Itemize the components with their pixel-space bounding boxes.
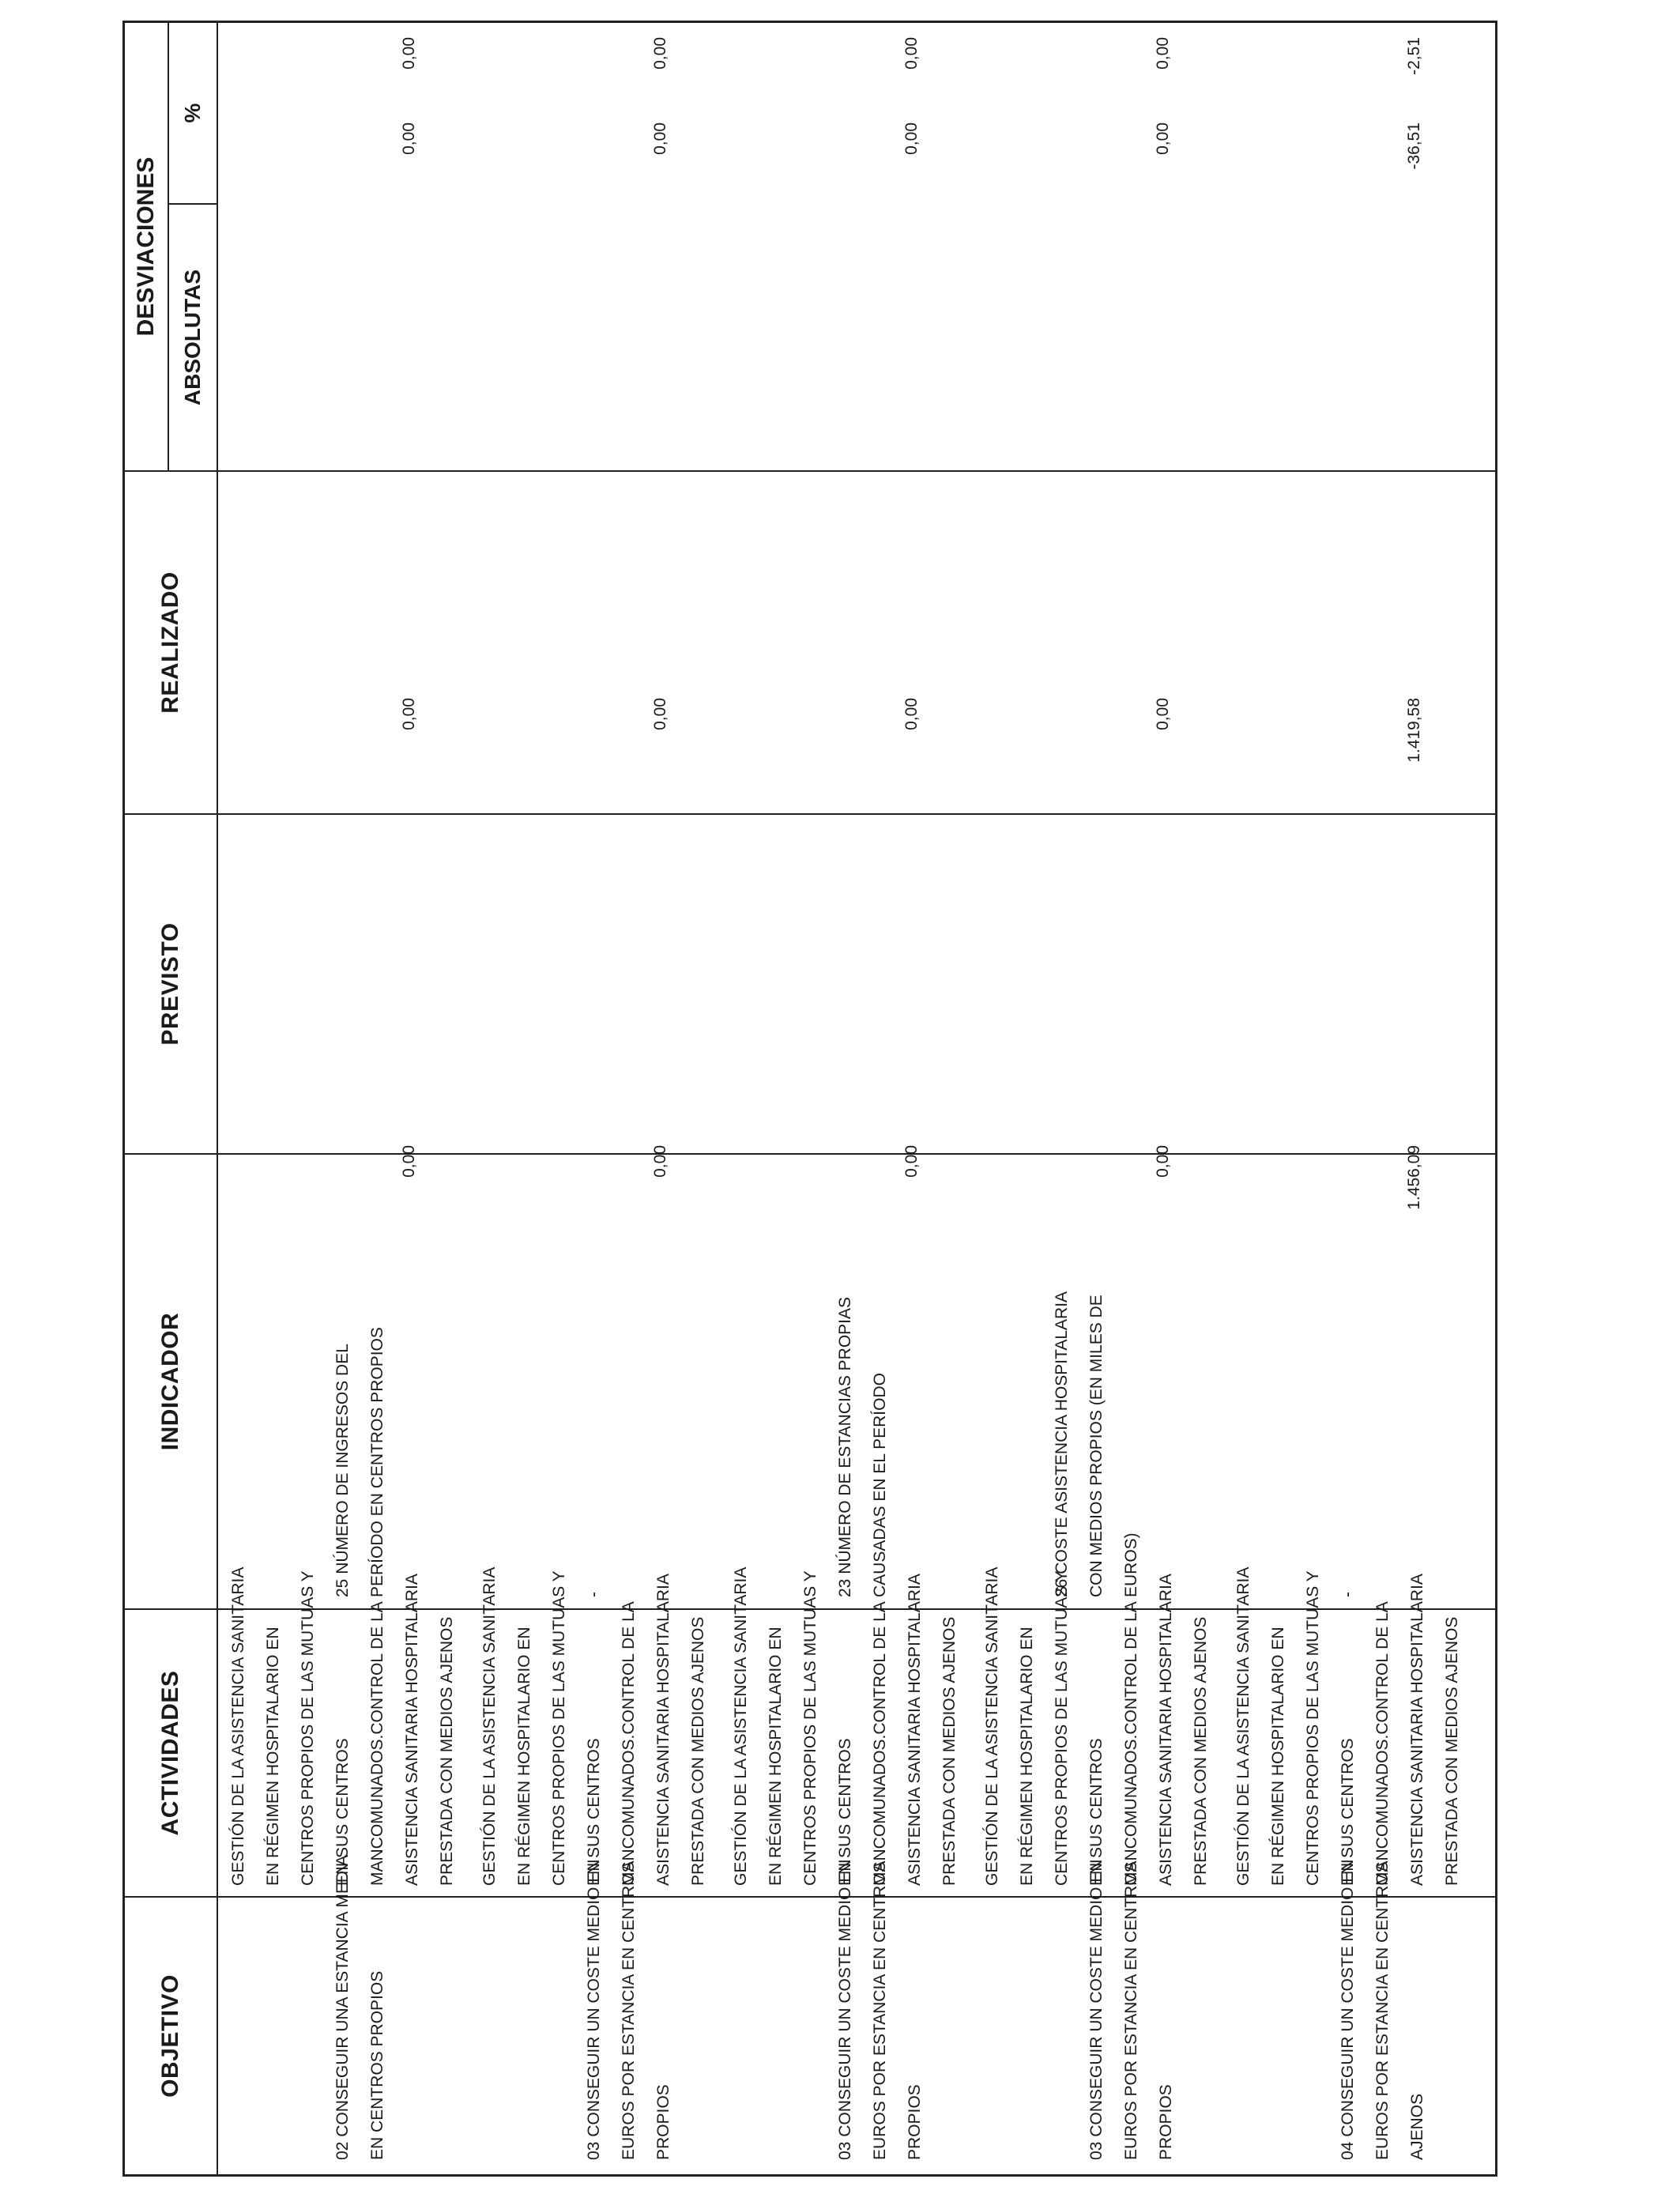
realizado-value: 0,00: [902, 698, 921, 730]
absolutas-value: 0,00: [400, 123, 418, 155]
indicador-cell-line: 26 COSTE ASISTENCIA HOSPITALARIA: [1053, 1291, 1071, 1597]
indicador-cell-line: EUROS): [1122, 1532, 1140, 1597]
porcentaje-value: 0,00: [400, 37, 418, 70]
actividades-cell-line: EN SUS CENTROS: [333, 1738, 352, 1886]
objetivo-cell-line: AJENOS: [1408, 2093, 1426, 2160]
indicador-cell: [326, 1171, 395, 1597]
actividades-cell: [1226, 1566, 1470, 1886]
indicador-cell-line: 23 NÚMERO DE ESTANCIAS PROPIAS: [836, 1296, 854, 1597]
objetivo-cell: [828, 1859, 932, 2160]
objetivo-cell-line: PROPIOS: [906, 2084, 924, 2160]
actividades-cell-line: ASISTENCIA SANITARIA HOSPITALARIA: [1157, 1574, 1175, 1886]
actividades-cell-line: CENTROS PROPIOS DE LAS MUTUAS Y: [801, 1570, 819, 1886]
actividades-cell: [473, 1566, 716, 1886]
header-realizado: REALIZADO: [125, 470, 218, 813]
actividades-cell-line: CENTROS PROPIOS DE LAS MUTUAS Y: [299, 1570, 317, 1886]
actividades-cell-line: GESTIÓN DE LA ASISTENCIA SANITARIA: [1234, 1566, 1252, 1886]
objetivo-cell-line: 04 CONSEGUIR UN COSTE MEDIO EN: [1339, 1859, 1357, 2160]
actividades-cell-line: EN SUS CENTROS: [836, 1738, 854, 1886]
objetivo-cell-line: 03 CONSEGUIR UN COSTE MEDIO EN: [836, 1859, 854, 2160]
header-absolutas: ABSOLUTAS: [169, 203, 218, 470]
indicador-cell-line: -: [1339, 1592, 1357, 1597]
actividades-cell: [221, 1566, 465, 1886]
actividades-cell-line: GESTIÓN DE LA ASISTENCIA SANITARIA: [983, 1566, 1001, 1886]
actividades-cell-line: EN RÉGIMEN HOSPITALARIO EN: [515, 1627, 533, 1886]
indicador-cell: [1331, 1171, 1365, 1597]
realizado-value: 0,00: [400, 698, 418, 730]
realizado-value: 0,00: [651, 698, 669, 730]
absolutas-value: 0,00: [651, 123, 669, 155]
indicador-cell-line: CON MEDIOS PROPIOS (EN MILES DE: [1087, 1295, 1106, 1597]
porcentaje-value: 0,00: [651, 37, 669, 70]
realizado-value: 0,00: [1154, 698, 1172, 730]
objetivo-cell-line: EUROS POR ESTANCIA EN CENTROS: [1373, 1861, 1392, 2160]
objetivo-cell-line: PROPIOS: [1157, 2084, 1175, 2160]
indicador-cell: [1045, 1171, 1149, 1597]
objetivo-cell-line: 02 CONSEGUIR UNA ESTANCIA MEDIA: [333, 1855, 352, 2160]
actividades-cell-line: ASISTENCIA SANITARIA HOSPITALARIA: [1408, 1574, 1426, 1886]
actividades-cell-line: MANCOMUNADOS.CONTROL DE LA: [871, 1601, 889, 1886]
actividades-cell-line: PRESTADA CON MEDIOS AJENOS: [689, 1616, 707, 1886]
objetivo-cell-line: EN CENTROS PROPIOS: [368, 1970, 386, 2160]
objetivo-cell-line: EUROS POR ESTANCIA EN CENTROS: [871, 1861, 889, 2160]
header-previsto: PREVISTO: [125, 813, 218, 1153]
header-actividades: ACTIVIDADES: [125, 1608, 218, 1896]
actividades-cell-line: EN RÉGIMEN HOSPITALARIO EN: [1269, 1627, 1287, 1886]
actividades-cell-line: PRESTADA CON MEDIOS AJENOS: [940, 1616, 959, 1886]
actividades-cell-line: GESTIÓN DE LA ASISTENCIA SANITARIA: [732, 1566, 750, 1886]
column-divider: [218, 470, 1495, 472]
objetivo-cell-line: 03 CONSEGUIR UN COSTE MEDIO EN: [585, 1859, 603, 2160]
actividades-cell-line: ASISTENCIA SANITARIA HOSPITALARIA: [654, 1574, 672, 1886]
objetivo-cell: [1079, 1859, 1184, 2160]
porcentaje-value: -2,51: [1405, 37, 1423, 75]
actividades-cell: [975, 1566, 1219, 1886]
actividades-cell-line: ASISTENCIA SANITARIA HOSPITALARIA: [906, 1574, 924, 1886]
actividades-cell-line: CENTROS PROPIOS DE LAS MUTUAS Y: [1053, 1570, 1071, 1886]
objetivo-cell: [577, 1859, 681, 2160]
absolutas-value: 0,00: [1154, 123, 1172, 155]
actividades-cell-line: EN RÉGIMEN HOSPITALARIO EN: [767, 1627, 785, 1886]
objetivo-cell-line: EUROS POR ESTANCIA EN CENTROS: [620, 1861, 638, 2160]
actividades-cell-line: PRESTADA CON MEDIOS AJENOS: [1443, 1616, 1461, 1886]
header-objetivo: OBJETIVO: [125, 1896, 218, 2174]
previsto-value: 0,00: [651, 1145, 669, 1178]
indicador-cell: [577, 1171, 612, 1597]
actividades-cell-line: PRESTADA CON MEDIOS AJENOS: [1192, 1616, 1210, 1886]
indicador-cell-line: CAUSADAS EN EL PERÍODO: [871, 1373, 889, 1597]
indicador-cell-line: 25 NÚMERO DE INGRESOS DEL: [333, 1344, 352, 1597]
column-divider: [218, 1896, 1495, 1898]
objetivo-cell-line: PROPIOS: [654, 2084, 672, 2160]
actividades-cell-line: CENTROS PROPIOS DE LAS MUTUAS Y: [1304, 1570, 1322, 1886]
porcentaje-value: 0,00: [902, 37, 921, 70]
indicador-cell-line: PERÍODO EN CENTROS PROPIOS: [368, 1327, 386, 1597]
actividades-cell: [724, 1566, 967, 1886]
absolutas-value: -36,51: [1405, 123, 1423, 170]
previsto-value: 0,00: [902, 1145, 921, 1178]
previsto-value: 0,00: [400, 1145, 418, 1178]
column-divider: [218, 813, 1495, 815]
actividades-cell-line: GESTIÓN DE LA ASISTENCIA SANITARIA: [480, 1566, 499, 1886]
header-indicador: INDICADOR: [125, 1153, 218, 1608]
actividades-cell-line: EN RÉGIMEN HOSPITALARIO EN: [1018, 1627, 1036, 1886]
realizado-value: 1.419,58: [1405, 698, 1423, 763]
actividades-cell-line: MANCOMUNADOS.CONTROL DE LA: [1122, 1601, 1140, 1886]
actividades-cell-line: MANCOMUNADOS.CONTROL DE LA: [368, 1601, 386, 1886]
actividades-cell-line: MANCOMUNADOS.CONTROL DE LA: [1373, 1601, 1392, 1886]
porcentaje-value: 0,00: [1154, 37, 1172, 70]
actividades-cell-line: ASISTENCIA SANITARIA HOSPITALARIA: [403, 1574, 421, 1886]
previsto-value: 1.456,09: [1405, 1145, 1423, 1210]
header-desviaciones: DESVIACIONES: [125, 23, 169, 470]
objetivo-cell-line: EUROS POR ESTANCIA EN CENTROS: [1122, 1861, 1140, 2160]
absolutas-value: 0,00: [902, 123, 921, 155]
actividades-cell-line: CENTROS PROPIOS DE LAS MUTUAS Y: [550, 1570, 568, 1886]
actividades-cell-line: EN SUS CENTROS: [585, 1738, 603, 1886]
actividades-cell-line: GESTIÓN DE LA ASISTENCIA SANITARIA: [229, 1566, 247, 1886]
actividades-cell-line: EN SUS CENTROS: [1339, 1738, 1357, 1886]
objetivo-cell-line: 03 CONSEGUIR UN COSTE MEDIO EN: [1087, 1859, 1106, 2160]
objectives-table: [122, 21, 1497, 2177]
objetivo-cell: [1331, 1859, 1435, 2160]
header-porcentaje: %: [169, 23, 218, 203]
objetivo-cell: [326, 1855, 395, 2160]
actividades-cell-line: MANCOMUNADOS.CONTROL DE LA: [620, 1601, 638, 1886]
indicador-cell-line: -: [585, 1592, 603, 1597]
actividades-cell-line: EN RÉGIMEN HOSPITALARIO EN: [264, 1627, 282, 1886]
previsto-value: 0,00: [1154, 1145, 1172, 1178]
indicador-cell: [828, 1171, 898, 1597]
actividades-cell-line: EN SUS CENTROS: [1087, 1738, 1106, 1886]
actividades-cell-line: PRESTADA CON MEDIOS AJENOS: [438, 1616, 456, 1886]
